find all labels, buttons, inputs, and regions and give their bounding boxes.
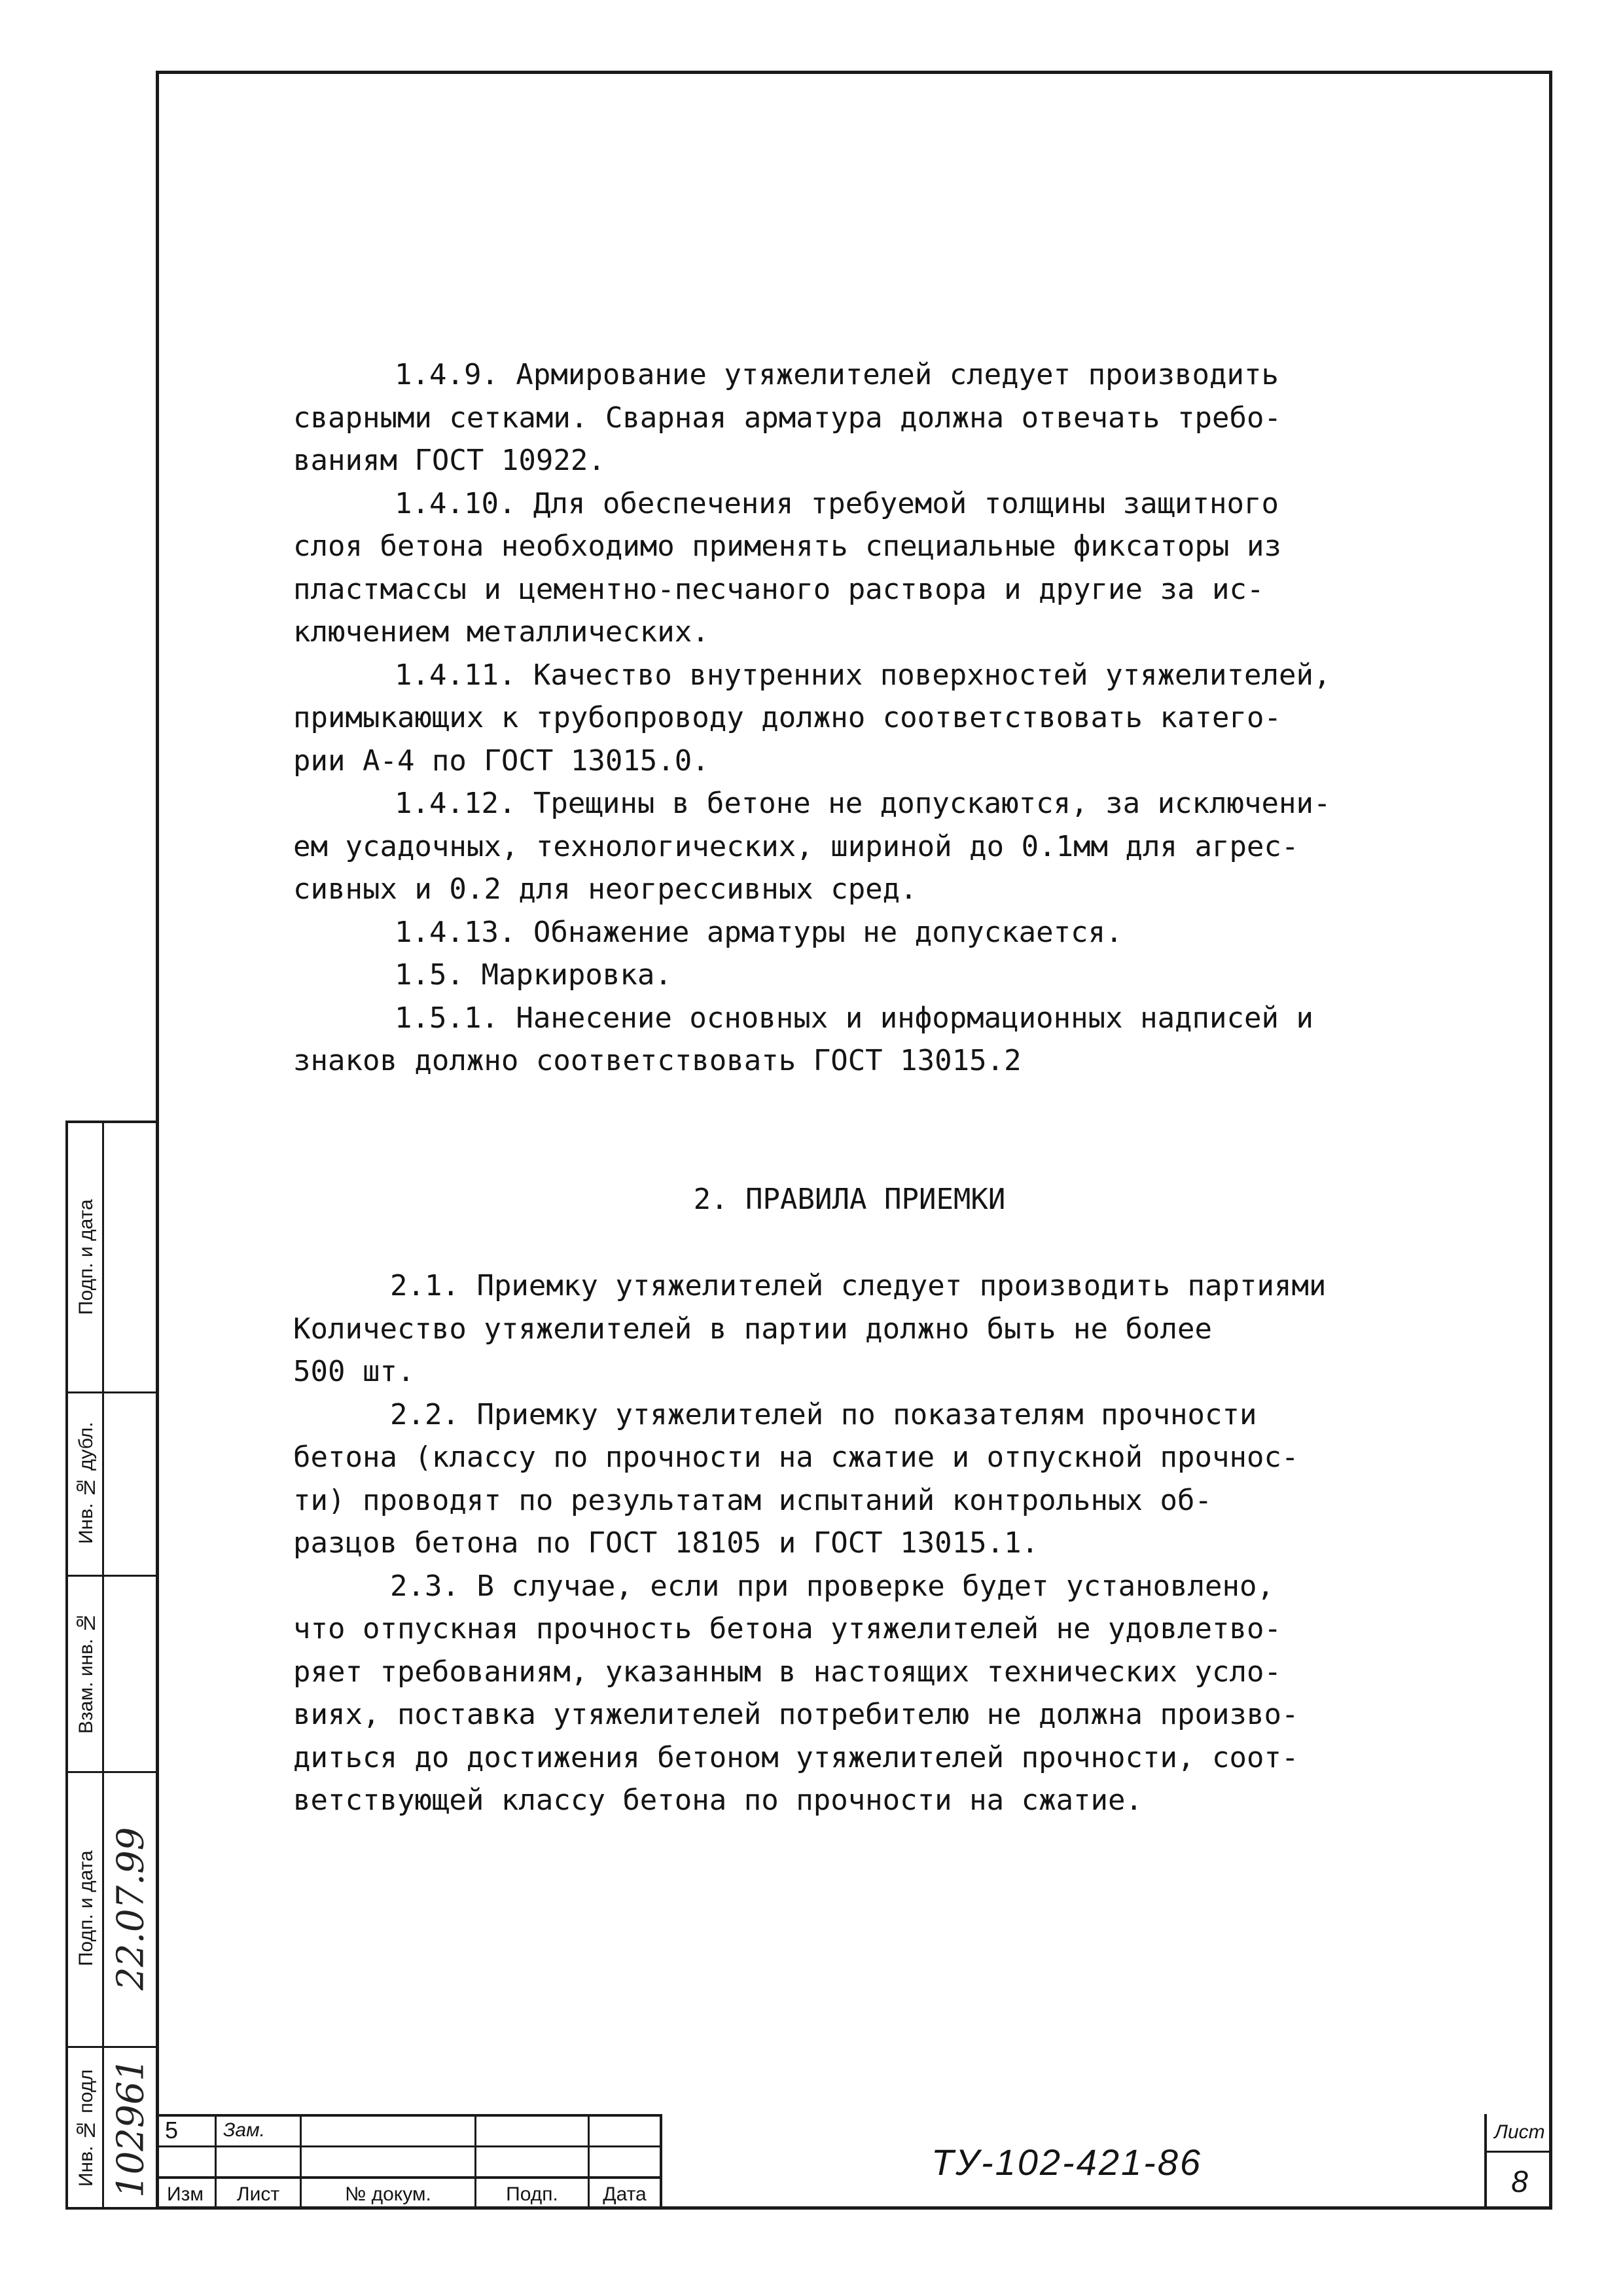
text-line: разцов бетона по ГОСТ 18105 и ГОСТ 13015.1. [293,1526,1039,1560]
label-inv-dup: Инв. № дубл. [75,1422,97,1545]
text-line: 1.4.9. Армирование утяжелителей следует производить [395,358,1279,391]
paragraph-1-4-10 [293,482,1406,654]
text-line: ветствующей классу бетона по прочности на сжатие. [293,1784,1143,1817]
text-line: 1.5. Маркировка. [395,958,672,992]
text-line: знаков должно соответствовать ГОСТ 13015.2 [293,1044,1022,1077]
paragraph-1-4-11 [293,654,1406,783]
label-replace-inv: Взам. инв. № [75,1611,97,1734]
text-line: 2.2. Приемку утяжелителей по показателям прочности [390,1397,1257,1431]
col-date: Дата [603,2183,647,2205]
section-2-heading: 2. ПРАВИЛА ПРИЕМКИ [693,1183,1006,1216]
divider [102,1123,104,2207]
text-line: сварными сетками. Сварная арматура должна отвечать требо- [293,401,1281,435]
paragraph-2-1 [293,1265,1406,1393]
text-line: пластмассы и цементно-песчаного раствора и другие за ис- [293,572,1264,606]
paragraph-1-4-13 [293,911,1406,954]
label-sign-date-top: Подп. и дата [75,1199,97,1316]
text-line: ваниям ГОСТ 10922. [293,444,605,477]
change-note: Зам. [223,2119,265,2141]
text-line: что отпускная прочность бетона утяжелителей не удовлетво- [293,1612,1281,1645]
text-line: ключением металлических. [293,615,709,649]
text-line: 1.4.11. Качество внутренних поверхностей утяжелителей, [395,658,1331,692]
text-line: ем усадочных, технологических, шириной до 0.1мм для агрес- [293,829,1299,863]
text-line: виях, поставка утяжелителей потребителю не должна произво- [293,1698,1299,1731]
paragraph-1-5 [293,954,1406,997]
text-line: Количество утяжелителей в партии должно быть не более [293,1312,1212,1346]
text-line: 1.4.13. Обнажение арматуры не допускается. [395,915,1123,949]
col-izm: Изм [167,2183,204,2205]
text-line: 1.4.12. Трещины в бетоне не допускаются, за исключени- [395,787,1331,820]
text-line: 500 шт. [293,1355,415,1388]
handwritten-inv: 102961 [109,2058,152,2198]
text-line: 1.4.10. Для обеспечения требуемой толщины защитного [395,486,1279,520]
paragraph-2-2 [293,1393,1406,1565]
col-doc: № докум. [345,2183,431,2205]
paragraph-2-3 [293,1565,1406,1822]
text-line: примыкающих к трубопроводу должно соответствовать катего- [293,701,1281,734]
text-line: ряет требованиям, указанным в настоящих технических усло- [293,1655,1281,1689]
text-line: 2.3. В случае, если при проверке будет установлено, [390,1569,1275,1603]
sheet-number: 8 [1511,2164,1528,2198]
text-line: сивных и 0.2 для неогрессивных сред. [293,872,918,906]
col-sign: Подп. [506,2183,558,2205]
text-line: слоя бетона необходимо применять специальные фиксаторы из [293,529,1281,563]
paragraph-1-4-9 [293,353,1406,482]
document-code: ТУ-102-421-86 [931,2141,1203,2183]
paragraph-1-5-1 [293,997,1406,1083]
change-number: 5 [165,2117,179,2144]
divider [156,2145,660,2147]
text-line: ти) проводят по результатам испытаний контрольных об- [293,1483,1212,1517]
text-line: 2.1. Приемку утяжелителей следует производить партиями [390,1269,1327,1302]
text-line: 1.5.1. Нанесение основных и информационных надписей и [395,1001,1313,1035]
section-1-text [293,353,1406,1083]
section-2-text [293,1265,1406,1822]
sheet-label: Лист [1494,2121,1545,2143]
text-line: рии А-4 по ГОСТ 13015.0. [293,744,709,778]
text-line: диться до достижения бетоном утяжелителей прочности, соот- [293,1740,1299,1774]
col-list: Лист [236,2183,280,2205]
handwritten-date: 22.07.99 [109,1827,152,1990]
paragraph-1-4-12 [293,782,1406,911]
side-stamp [65,1121,156,2210]
label-inv-orig: Инв. № подл [75,2069,97,2187]
text-line: бетона (классу по прочности на сжатие и отпускной прочнос- [293,1441,1299,1474]
label-sign-date: Подп. и дата [75,1850,97,1967]
